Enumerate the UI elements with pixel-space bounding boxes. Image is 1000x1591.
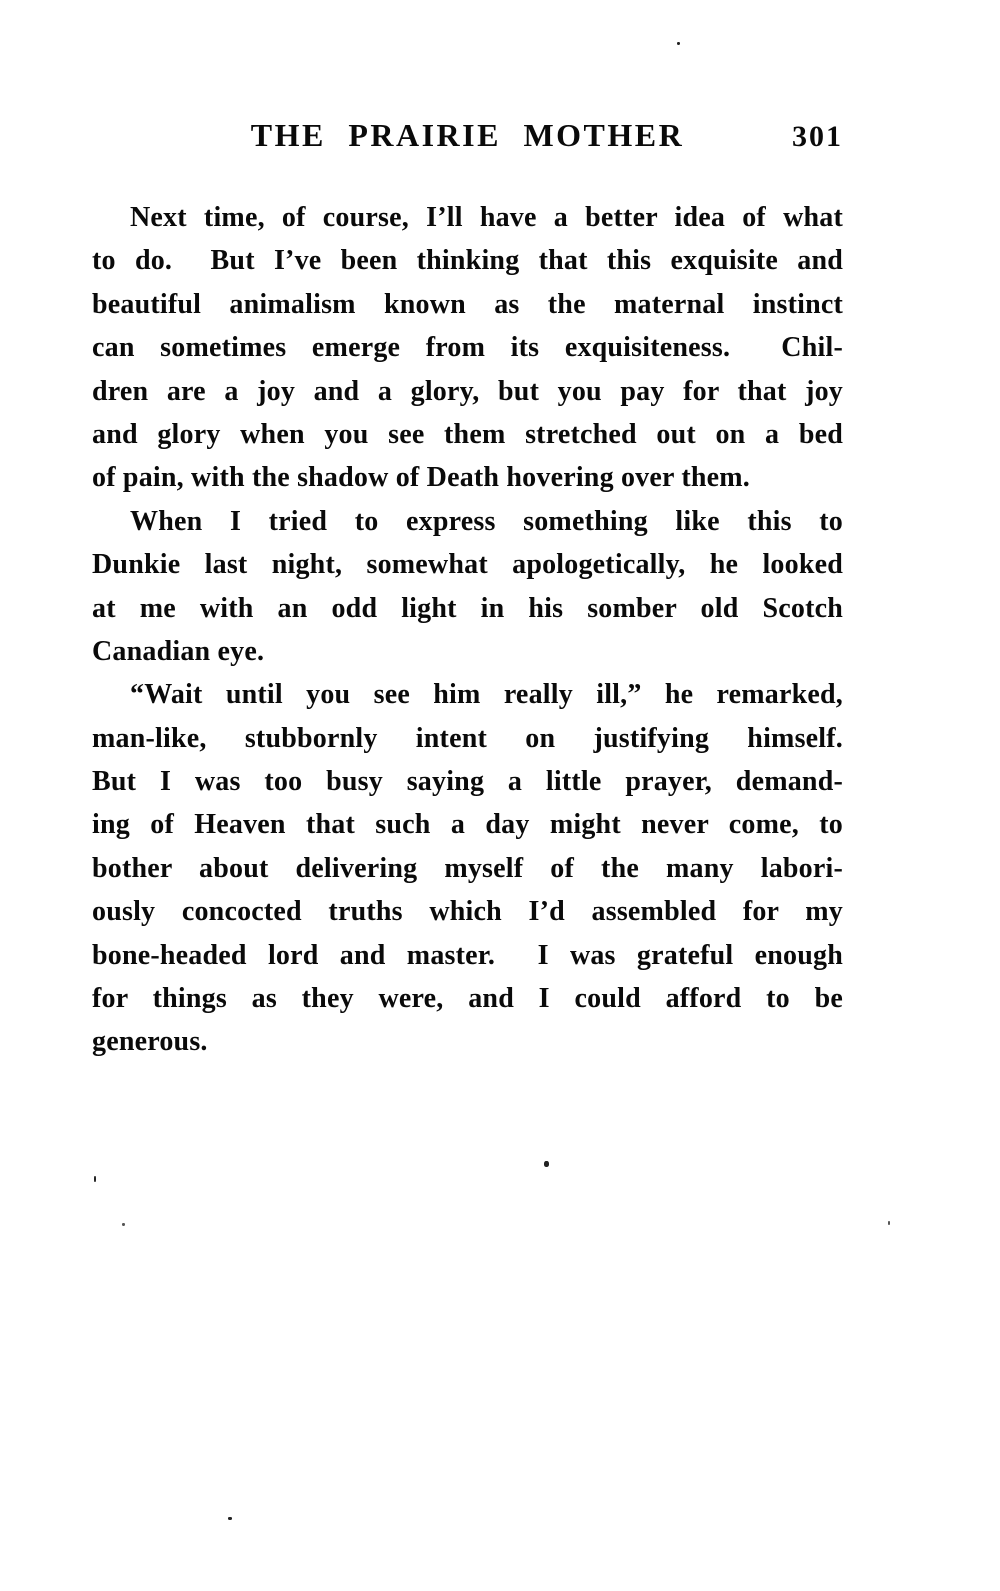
text-line: “Wait until you see him really ill,” he remarked, <box>130 679 843 711</box>
text-line: can sometimes emerge from its exquisiteness. Chil- <box>92 332 843 364</box>
text-line: Dunkie last night, somewhat apologetically, he looked <box>92 549 843 581</box>
running-head <box>92 116 843 158</box>
text-line: to do. But I’ve been thinking that this exquisite and <box>92 245 843 277</box>
text-line: of pain, with the shadow of Death hovering over them. <box>92 462 750 494</box>
text-line: bother about delivering myself of the many labori- <box>92 852 843 884</box>
ink-speck <box>677 42 680 45</box>
text-line: dren are a joy and a glory, but you pay for that joy <box>92 375 843 407</box>
page-body <box>92 196 843 1064</box>
page-number: 301 <box>792 120 843 153</box>
ink-speck <box>544 1161 549 1167</box>
text-line: and glory when you see them stretched out on a bed <box>92 418 843 450</box>
ink-speck <box>888 1221 890 1225</box>
text-line: But I was too busy saying a little prayer, demand- <box>92 766 843 798</box>
ink-speck <box>94 1176 96 1182</box>
text-line: at me with an odd light in his somber old Scotch <box>92 592 843 624</box>
paragraph <box>92 673 843 1064</box>
text-line: generous. <box>92 1026 208 1058</box>
ink-speck <box>122 1223 125 1226</box>
text-line: bone-headed lord and master. I was grateful enough <box>92 939 843 971</box>
text-line: man-like, stubbornly intent on justifying himself. <box>92 722 843 754</box>
text-line: ously concocted truths which I’d assembled for my <box>92 896 843 928</box>
ink-speck <box>228 1517 232 1520</box>
running-title: THE PRAIRIE MOTHER <box>250 117 685 153</box>
text-line: for things as they were, and I could afford to be <box>92 983 843 1015</box>
paragraph <box>92 500 843 674</box>
text-line: beautiful animalism known as the maternal instinct <box>92 288 843 320</box>
text-line: Canadian eye. <box>92 635 265 667</box>
text-line: ing of Heaven that such a day might never come, to <box>92 809 843 841</box>
text-line: When I tried to express something like this to <box>130 505 843 537</box>
paragraph <box>92 196 843 500</box>
text-line: Next time, of course, I’ll have a better idea of what <box>130 202 843 233</box>
